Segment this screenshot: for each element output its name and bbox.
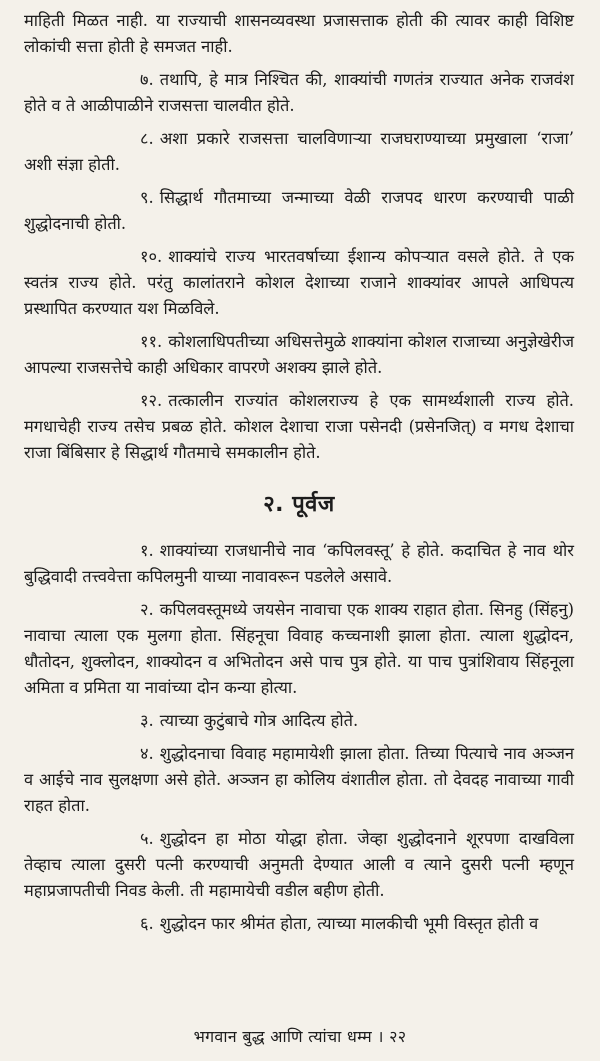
- paragraph-11: [24, 329, 574, 381]
- paragraph-text: त्याच्या कुटुंबाचे गोत्र आदित्य होते.: [159, 711, 359, 730]
- paragraph-text: कपिलवस्तूमध्ये जयसेन नावाचा एक शाक्य राहात होता. सिनहु (सिंहनु) नावाचा त्याला एक मुलगा होता. सिंहनूचा विवाह कच्चनाशी झाला होता. त्याला शुद्धोदन, धौतोदन, शुक्लोदन, शाक्योदन व अभितोदन असे पाच पुत्र होते. या पाच पुत्रांशिवाय सिंहनूला अमिता व प्रमिता या नावांच्या दोन कन्या होत्या.: [24, 600, 574, 697]
- paragraph-text: शुद्धोदनाचा विवाह महामायेशी झाला होता. तिच्या पित्याचे नाव अञ्जन व आईचे नाव सुलक्षणा असे होते. अञ्जन हा कोलिय वंशातील होता. तो देवदह नावाच्या गावी राहत होता.: [24, 744, 574, 815]
- paragraph-number: ११.: [140, 332, 163, 351]
- page-footer: भगवान बुद्ध आणि त्यांचा धम्म । २२: [193, 1027, 407, 1046]
- paragraph-2: [24, 597, 574, 701]
- paragraph-number: ६.: [140, 914, 154, 933]
- paragraph-number: १.: [140, 541, 154, 560]
- section-2-paragraphs: [24, 538, 574, 937]
- paragraph-text: शाक्यांचे राज्य भारतवर्षाच्या ईशान्य कोपऱ्यात वसले होते. ते एक स्वतंत्र राज्य होते. परंतु कालांतराने कोशल देशाच्या राजाने शाक्यांवर आपले आधिपत्य प्रस्थापित करण्यात यश मिळविले.: [24, 247, 574, 318]
- paragraph-number: ५.: [140, 829, 154, 848]
- paragraph-5: [24, 826, 574, 904]
- paragraph-number: ३.: [140, 711, 154, 730]
- paragraph-text: शुद्धोदन हा मोठा योद्धा होता. जेव्हा शुद्धोदनाने शूरपणा दाखविला तेव्हाच त्याला दुसरी पत्नी करण्याची अनुमती देण्यात आली व त्याने दुसरी पत्नी म्हणून महाप्रजापतीची निवड केली. ती महामायेची वडील बहीण होती.: [24, 829, 574, 900]
- paragraph-text: शाक्यांच्या राजधानीचे नाव ‘कपिलवस्तू’ हे होते. कदाचित हे नाव थोर बुद्धिवादी तत्त्ववेत्ता कपिलमुनी याच्या नावावरून पडलेले असावे.: [24, 541, 574, 586]
- paragraph-number: ४.: [140, 744, 154, 763]
- paragraph-1: [24, 538, 574, 590]
- paragraph-7: [24, 67, 574, 119]
- paragraph-number: ९.: [140, 188, 154, 207]
- paragraph-number: १०.: [140, 247, 163, 266]
- intro-paragraph: माहिती मिळत नाही. या राज्याची शासनव्यवस्था प्रजासत्ताक होती की त्यावर काही विशिष्ट लोकांची सत्ता होती हे समजत नाही.: [24, 11, 574, 56]
- paragraph-number: ८.: [140, 129, 154, 148]
- section-1-paragraphs: [24, 67, 574, 466]
- paragraph-number: १२.: [140, 391, 163, 410]
- paragraph-text: कोशलाधिपतीच्या अधिसत्तेमुळे शाक्यांना कोशल राजाच्या अनुज्ञेखेरीज आपल्या राजसत्तेचे काही अधिकार वापरणे अशक्य झाले होते.: [24, 332, 574, 377]
- paragraph-8: [24, 126, 574, 178]
- paragraph-text: शुद्धोदन फार श्रीमंत होता, त्याच्या मालकीची भूमी विस्तृत होती व: [159, 914, 539, 933]
- paragraph-number: ७.: [140, 70, 154, 89]
- paragraph-4: [24, 741, 574, 819]
- paragraph-text: तथापि, हे मात्र निश्चित की, शाक्यांची गणतंत्र राज्यात अनेक राजवंश होते व ते आळीपाळीने राजसत्ता चालवीत होते.: [24, 70, 574, 115]
- paragraph-text: अशा प्रकारे राजसत्ता चालविणाऱ्या राजघराण्याच्या प्रमुखाला ‘राजा’ अशी संज्ञा होती.: [24, 129, 574, 174]
- paragraph-10: [24, 244, 574, 322]
- paragraph-6: [24, 911, 574, 937]
- paragraph-text: तत्कालीन राज्यांत कोशलराज्य हे एक सामर्थ्यशाली राज्य होते. मगधाचेही राज्य तसेच प्रबळ होते. कोशल देशाचा राजा पसेनदी (प्रसेनजित्) व मगध देशाचा राजा बिंबिसार हे सिद्धार्थ गौतमाचे समकालीन होते.: [24, 391, 574, 462]
- paragraph-text: सिद्धार्थ गौतमाच्या जन्माच्या वेळी राजपद धारण करण्याची पाळी शुद्धोदनाची होती.: [24, 188, 574, 233]
- chapter-heading: २. पूर्वज: [263, 492, 335, 517]
- paragraph-12: [24, 388, 574, 466]
- paragraph-number: २.: [140, 600, 154, 619]
- paragraph-9: [24, 185, 574, 237]
- paragraph-3: [24, 708, 574, 734]
